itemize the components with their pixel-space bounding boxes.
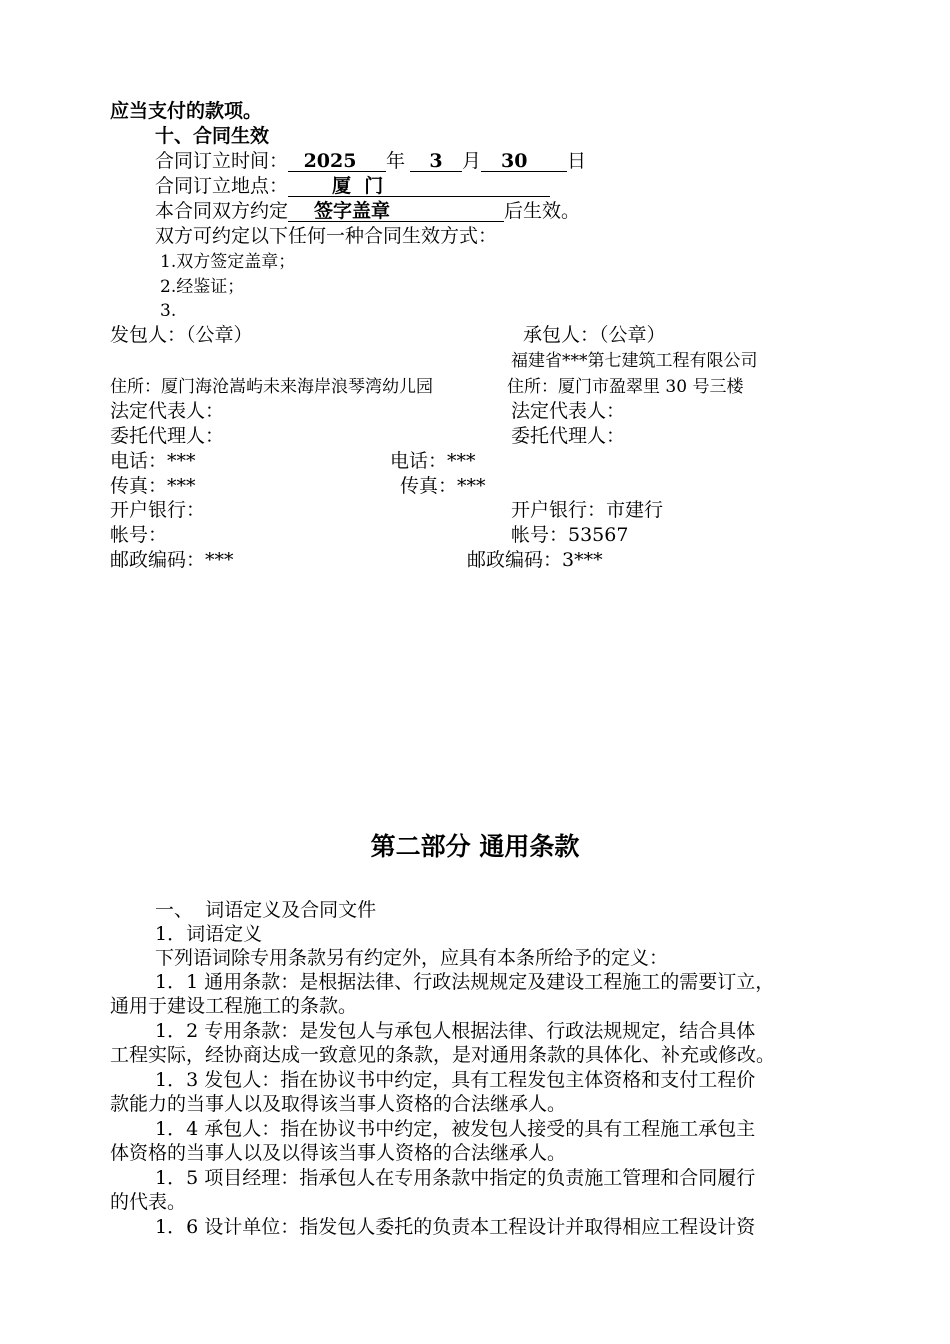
employer-seal-label: 发包人：（公章） [110, 324, 253, 346]
contract-time-line [155, 149, 586, 173]
year-unit: 年 [386, 150, 406, 172]
definition-line: 工程实际，经协商达成一致意见的条款，是对通用条款的具体化、补充或修改。 [110, 1044, 776, 1066]
contractor-address: 住所：厦门市盈翠里 30 号三楼 [507, 377, 744, 397]
definition-line: 1．2 专用条款：是发包人与承包人根据法律、行政法规规定，结合具体 [155, 1020, 756, 1042]
section-heading: 十、合同生效 [155, 125, 270, 147]
contractor-phone: 电话：*** [390, 450, 476, 472]
employer-agent: 委托代理人： [110, 425, 225, 447]
agreed-effect-line [155, 199, 580, 223]
definition-line: 1．4 承包人：指在协议书中约定，被发包人接受的具有工程施工承包主 [155, 1118, 756, 1140]
definition-line: 通用于建设工程施工的条款。 [110, 995, 358, 1017]
definition-line: 1．3 发包人：指在协议书中约定，具有工程发包主体资格和支付工程价 [155, 1069, 756, 1091]
continuation-text: 应当支付的款项。 [110, 100, 263, 122]
employer-address: 住所：厦门海沧嵩屿未来海岸浪琴湾幼儿园 [110, 377, 433, 397]
definitions-intro: 下列语词除专用条款另有约定外，应具有本条所给予的定义： [155, 947, 669, 969]
contractor-company-name: 福建省***第七建筑工程有限公司 [511, 351, 758, 371]
employer-bank: 开户银行： [110, 499, 206, 521]
contract-day: 30 [481, 151, 567, 172]
employer-postcode: 邮政编码：*** [110, 549, 234, 571]
month-unit: 月 [462, 150, 482, 172]
effect-options-intro: 双方可约定以下任何一种合同生效方式： [155, 225, 498, 247]
definition-line: 1．1 通用条款：是根据法律、行政法规规定及建设工程施工的需要订立， [155, 971, 775, 993]
definition-line: 体资格的当事人以及以得该当事人资格的合法继承人。 [110, 1142, 567, 1164]
contractor-agent: 委托代理人： [511, 425, 626, 447]
agreed-effect-value: 签字盖章 [288, 201, 504, 222]
definition-line: 款能力的当事人以及取得该当事人资格的合法继承人。 [110, 1093, 567, 1115]
part-two-title: 第二部分 通用条款 [370, 832, 580, 861]
contractor-account: 帐号：53567 [511, 524, 629, 546]
definition-line: 的代表。 [110, 1191, 187, 1213]
contract-place-label: 合同订立地点： [155, 175, 289, 197]
day-unit: 日 [567, 150, 587, 172]
employer-fax: 传真：*** [110, 475, 196, 497]
effect-option-2: 2.经鉴证； [160, 277, 245, 297]
effect-option-3: 3. [160, 301, 177, 321]
contract-time-label: 合同订立时间： [155, 150, 289, 172]
part-two-section: 一、 词语定义及合同文件 [155, 899, 377, 921]
contractor-bank: 开户银行：市建行 [511, 499, 664, 521]
contract-place: 厦 门 [288, 176, 550, 197]
definition-line: 1．5 项目经理：指承包人在专用条款中指定的负责施工管理和合同履行 [155, 1167, 756, 1189]
employer-account: 帐号： [110, 524, 168, 546]
contractor-postcode: 邮政编码：3*** [467, 549, 603, 571]
contract-year: 2025 [288, 151, 386, 172]
employer-legal-rep: 法定代表人： [110, 400, 225, 422]
contract-place-line [155, 174, 550, 198]
agreed-effect-label: 本合同双方约定 [155, 200, 289, 222]
effect-option-1: 1.双方签定盖章； [160, 252, 296, 272]
employer-phone: 电话：*** [110, 450, 196, 472]
contractor-legal-rep: 法定代表人： [511, 400, 626, 422]
contractor-fax: 传真：*** [400, 475, 486, 497]
definition-line: 1．6 设计单位：指发包人委托的负责本工程设计并取得相应工程设计资 [155, 1216, 756, 1238]
agreed-effect-suffix: 后生效。 [504, 200, 581, 222]
contractor-seal-label: 承包人：（公章） [523, 324, 666, 346]
contract-month: 3 [410, 151, 462, 172]
part-two-subsection: 1．词语定义 [155, 923, 263, 945]
